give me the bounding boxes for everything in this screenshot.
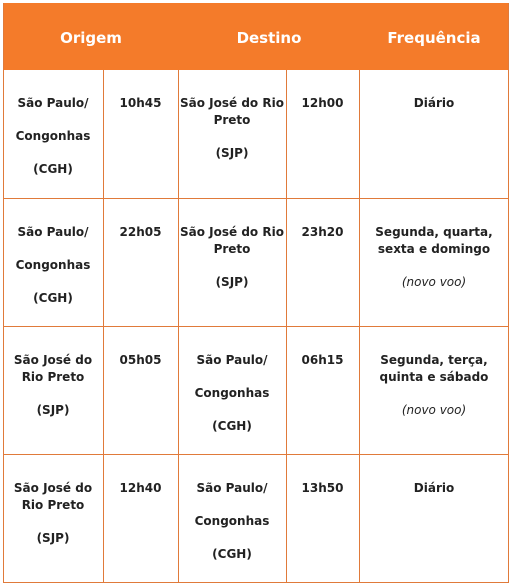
destination-cell-text: São Paulo/	[196, 481, 268, 495]
frequency-cell-text: sexta e domingo	[377, 242, 491, 256]
origin-cell-text: São José do	[13, 353, 93, 367]
arrival-time-cell	[286, 455, 359, 497]
departure-time-cell	[103, 455, 178, 497]
arrival-time-cell-text: 06h15	[301, 353, 344, 367]
table-border-bottom	[3, 582, 509, 583]
departure-time-cell	[103, 199, 178, 241]
departure-time-cell	[103, 70, 178, 112]
table-row	[3, 70, 509, 199]
destination-cell-text: (SJP)	[215, 275, 249, 289]
destination-cell-text: (CGH)	[212, 419, 252, 433]
frequency-cell-text: Segunda, terça,	[380, 353, 488, 367]
origin-cell-text: Rio Preto	[21, 370, 85, 384]
destination-cell-text: Preto	[213, 242, 251, 256]
destination-cell-text: São José do Rio	[180, 225, 284, 239]
new-flight-note: (novo voo)	[401, 275, 467, 289]
destination-cell	[178, 455, 286, 563]
origin-cell-text: (SJP)	[36, 531, 70, 545]
origin-cell-text: (SJP)	[36, 403, 70, 417]
destination-cell	[178, 70, 286, 162]
destination-cell-text: São José do Rio	[180, 96, 284, 110]
origin-cell-text: Rio Preto	[21, 498, 85, 512]
departure-time-cell-text: 05h05	[119, 353, 162, 367]
frequency-cell-text: Diário	[413, 481, 455, 495]
frequency-cell	[359, 455, 509, 497]
origin-cell	[3, 199, 103, 307]
destination-cell-text: (CGH)	[212, 547, 252, 561]
origin-cell-text: Congonhas	[15, 129, 91, 143]
row-divider	[3, 454, 509, 455]
destination-cell-text: São Paulo/	[196, 353, 268, 367]
destination-cell-text: Congonhas	[194, 386, 270, 400]
header-destination: Destino	[236, 29, 302, 47]
arrival-time-cell-text: 13h50	[301, 481, 344, 495]
arrival-time-cell	[286, 327, 359, 369]
row-divider	[3, 326, 509, 327]
origin-cell	[3, 455, 103, 547]
table-row	[3, 199, 509, 327]
destination-cell	[178, 199, 286, 291]
departure-time-cell-text: 12h40	[119, 481, 162, 495]
origin-cell-text: Congonhas	[15, 258, 91, 272]
arrival-time-cell-text: 12h00	[301, 96, 344, 110]
table-border-left	[3, 3, 4, 583]
departure-time-cell-text: 10h45	[119, 96, 162, 110]
origin-cell	[3, 327, 103, 419]
header-origin: Origem	[60, 29, 122, 47]
frequency-cell	[359, 199, 509, 291]
table-row	[3, 455, 509, 583]
frequency-cell	[359, 70, 509, 112]
departure-time-cell-text: 22h05	[119, 225, 162, 239]
departure-time-cell	[103, 327, 178, 369]
origin-cell-text: São Paulo/	[17, 96, 89, 110]
frequency-cell-text: Diário	[413, 96, 455, 110]
table-header	[3, 3, 509, 70]
frequency-cell-text: quinta e sábado	[379, 370, 489, 384]
arrival-time-cell-text: 23h20	[301, 225, 344, 239]
arrival-time-cell	[286, 70, 359, 112]
arrival-time-cell	[286, 199, 359, 241]
table-row	[3, 327, 509, 455]
destination-cell-text: Preto	[213, 113, 251, 127]
table-border-right	[508, 3, 509, 583]
frequency-cell	[359, 327, 509, 419]
origin-cell-text: São Paulo/	[17, 225, 89, 239]
header-frequency: Frequência	[387, 29, 481, 47]
frequency-cell-text: Segunda, quarta,	[375, 225, 493, 239]
destination-cell-text: Congonhas	[194, 514, 270, 528]
row-divider	[3, 198, 509, 199]
destination-cell	[178, 327, 286, 435]
origin-cell-text: (CGH)	[33, 162, 73, 176]
origin-cell-text: São José do	[13, 481, 93, 495]
origin-cell-text: (CGH)	[33, 291, 73, 305]
destination-cell-text: (SJP)	[215, 146, 249, 160]
origin-cell	[3, 70, 103, 178]
new-flight-note: (novo voo)	[401, 403, 467, 417]
